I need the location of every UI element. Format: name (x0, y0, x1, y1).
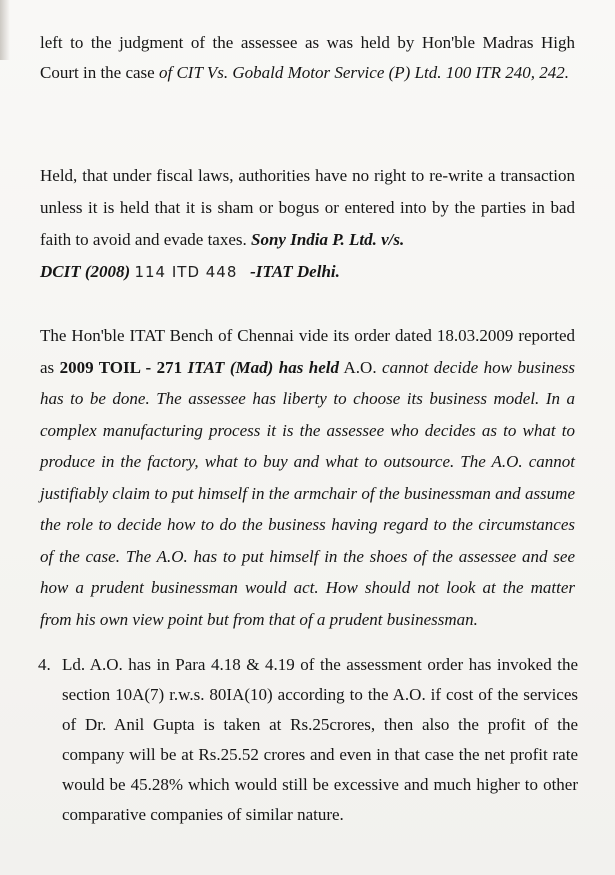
holding-text: cannot decide how business has to be done. The assessee has liberty to choose its business model. In a complex manufacturing process it is the assessee who decides as to what to produce in the factory, what to buy and what to outsource. The A.O. cannot justifiably claim to put himself in the armchair of the businessman and assume the role to decide how to do the business having regard to the circumstances of the case. The A.O. has to put himself in the shoes of the assessee and see how a prudent businessman would act. How should not look at the matter from his own view point but from that of a prudent businessman. (40, 357, 575, 629)
paragraph-sony-india (40, 160, 575, 288)
paragraph-text: left to the judgment of the assessee as was held by Hon'ble Madras High Court in the case (40, 33, 575, 82)
reported-ref: 2009 TOIL - 271 (59, 357, 188, 377)
paragraph-text: Ld. A.O. has in Para 4.18 & 4.19 of the assessment order has invoked the section 10A(7) r.w.s. 80IA(10) according to the A.O. if cost of the services of Dr. Anil Gupta is taken at Rs.25crores, then also the profit of the company will be at Rs.25.52 crores and even in that case the net profit rate would be 45.28% which would still be excessive and much higher to other comparative companies of similar nature. (62, 655, 578, 824)
case-citation: Sony India P. Ltd. v/s. (251, 230, 405, 249)
paragraph-itat-chennai (40, 320, 575, 635)
paragraph-gobald-motor (40, 28, 575, 88)
handwritten-annotation: 114 ITD 448 (134, 263, 238, 281)
numbered-point-4 (38, 650, 578, 830)
case-citation: of CIT Vs. Gobald Motor Service (P) Ltd. 100 ITR 240, 242. (158, 63, 569, 82)
held-ref: ITAT (Mad) has held (187, 357, 339, 377)
paragraph-text: The Hon'ble ITAT Bench of Chennai vide its order dated 18.03.2009 reported as (40, 326, 575, 377)
ao-label: A.O. (339, 357, 383, 377)
page-edge-shadow (0, 0, 10, 60)
case-citation-tribunal: -ITAT Delhi. (250, 262, 340, 281)
list-number: 4. (38, 655, 51, 674)
paragraph-text: Held, that under fiscal laws, authorities have no right to re-write a transaction unless it is held that it is sham or bogus or entered into by the parties in bad faith to avoid and evade taxes. (40, 166, 575, 249)
case-citation-court: DCIT (2008) (40, 262, 135, 281)
